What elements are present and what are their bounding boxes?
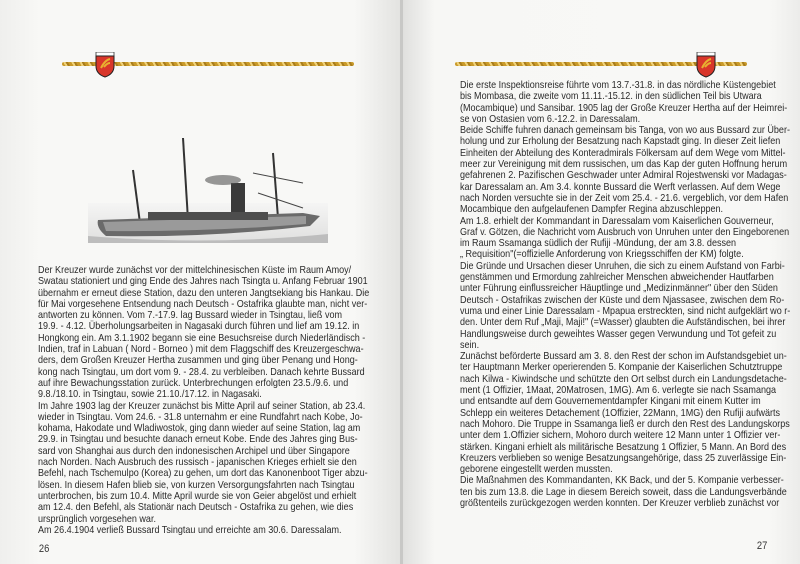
text-line: unter dem 1.Offizier sichern, Mohoro durch weitere 12 Mann unter 1 Offizier ver-	[460, 429, 781, 442]
text-line: ten bis zum 13.8. die Lage in diesem Bereich soweit, dass die Landungsverbände	[460, 485, 787, 498]
text-line: sard von Shanghai aus durch den indonesischen Archipel und über Singapore	[38, 444, 350, 457]
text-line: Graf v. Götzen, die Nachricht vom Ausbruch von Unruhen unter den Eingeborenen	[460, 225, 790, 238]
cruiser-photo	[88, 128, 328, 243]
text-line: größtenteils zurückgezogen werden konnten. Der Kreuzer verblieb zunächst vor	[460, 496, 780, 509]
text-line: kong nach Tsingtau, um dort vom 9. - 28.4. zu verbleiben. Danach kehrte Bussard	[38, 365, 365, 378]
text-line: Am 26.4.1904 verließ Bussard Tsingtau und erreichte am 30.6. Daressalam.	[38, 523, 342, 536]
text-line: im Raum Ssamanga südlich der Rufiji -Mündung, der am 3.8. dessen	[460, 237, 737, 250]
text-line: kar Daressalam an. Am 3.4. konnte Bussard die Werft verlassen. Auf dem Wege	[460, 180, 781, 193]
text-line: bis Mombasa, die zweite vom 11.11.-15.12. in den südlichen Teil bis Utwara	[460, 90, 762, 103]
text-line: und entsandte auf dem Gouvernementdampfer Kingani mit einem Kutter im	[460, 395, 761, 408]
page-number: 27	[756, 540, 768, 552]
text-line: nach Norden. Nach Ausbruch des russisch - japanischen Krieges erhielt sie den	[38, 456, 357, 469]
text-line: Deutsch - Ostafrikas zwischen der Küste und dem Njassasee, zwischen dem Ro-	[460, 293, 785, 306]
text-line: wieder in Tsingtau. Vom 24.6. - 31.8 unternahm er eine Rundfahrt nach Kobe, Jo-	[38, 410, 363, 423]
coat-of-arms-icon	[696, 52, 716, 78]
text-line: ders, dem Großen Kreuzer Hertha zusammen und ging über Penang und Hong-	[38, 354, 358, 367]
text-line: Der Kreuzer wurde zunächst vor der mittelchinesischen Küste im Raum Amoy/	[38, 264, 352, 276]
text-line: unter Führung einflussreicher Häuptlinge und „Medizinmänner" über den Süden	[460, 282, 778, 295]
text-line: unterbrochen, bis zum 10.4. Mitte April wurde sie von Geier abgelöst und erhielt	[38, 489, 357, 502]
text-line: 19.9. - 4.12. Überholungsarbeiten in Nagasaki durch führen und lief am 19.12. in	[38, 320, 360, 333]
text-line: vuma und einer Linie Daressalam - Mpapua erstreckten, sind nicht aufgeklärt wo r-	[460, 304, 791, 317]
text-line: holung und zur Erholung der Besatzung nach Kapstadt ging. In dieser Zeit liefen	[460, 135, 781, 148]
text-line: nach Norden versuchte sie in der Zeit vom 25.4. - 21.6. vergeblich, vor dem Hafen	[460, 191, 789, 204]
text-line: Die Maßnahmen des Kommandanten, KK Back, und der 5. Kompanie verbesser-	[460, 474, 784, 487]
text-line: Zunächst beförderte Bussard am 3. 8. den Rest der schon im Aufstandsgebiet un-	[460, 350, 787, 363]
text-line: Im Jahre 1903 lag der Kreuzer zunächst bis Mitte April auf seiner Station, ab 23.4.	[38, 399, 366, 412]
text-line: Swatau stationiert und ging Ende des Jahres nach Tsingta u. Anfang Februar 1901	[38, 275, 368, 288]
text-line: übernahm er erneut diese Station, dazu den unteren Jangtsekiang bis Hankau. Die	[38, 286, 370, 299]
text-line: ter Hauptmann Merker operierenden 5. Kompanie der Kaiserlichen Schutztruppe	[460, 361, 783, 374]
text-line: geborene eingestellt werden mussten.	[460, 463, 613, 476]
text-line: meer zur Vereinigung mit dem russischen, um das Kap der guten Hoffnung herum	[460, 158, 788, 171]
text-line: gefahrenen 2. Pazifischen Geschwader unter Admiral Rojestwenski vor Madagas-	[460, 169, 787, 182]
text-line: stärken. Kingani erhielt als militärische Besatzung 1 Offizier, 5 Mann. An Bord des	[460, 440, 787, 453]
text-line: se von Ostasien vom 6.-12.2. in Daressalam.	[460, 112, 641, 125]
text-line: Beide Schiffe fuhren danach gemeinsam bis Tanga, von wo aus Bussard zur Über-	[460, 124, 790, 137]
text-line: am 12.4. den Befehl, als Stationär nach Deutsch - Ostafrika zu gehen, wie dies	[38, 501, 354, 514]
text-line: Hongkong ein. Am 3.1.1902 begann sie eine Besuchsreise durch Niederländisch -	[38, 331, 366, 344]
text-line: Einheiten der Abteilung des Konteradmirals Fölkersam auf dem Wege vom Mittel-	[460, 146, 786, 159]
text-line: lösen. In diesem Hafen blieb sie, von kurzen Versorgungsfahrten nach Tsingtau	[38, 478, 355, 491]
coat-of-arms-icon	[95, 52, 115, 78]
text-line: ment (1 Offizier, 1Maat, 20Matrosen, 1MG). Am 6. verlegte sie nach Ssamanga	[460, 384, 777, 397]
text-line: Die erste Inspektionsreise führte vom 13.7.-31.8. in das nördliche Küstengebiet	[460, 79, 776, 91]
text-line: den. Unter dem Ruf „Maji, Maji!" (=Wasser) glaubten die Aufständischen, bei ihrer	[460, 316, 786, 329]
text-line: Handlungsweise durch geweihtes Wasser gegen Verwundung und Tot gefeit zu	[460, 327, 777, 340]
page-number: 26	[38, 543, 50, 555]
text-line: kohama, Hakodate und Wladiwostok, ging dann wieder auf seine Station, lag am	[38, 422, 361, 435]
text-line: 9.8./18.10. in Tsingtau, sowie 21.10./17.12. in Nagasaki.	[38, 388, 262, 401]
text-line: genstämmen und Ermordung zahlreicher Menschen abweichender Hautfarben	[460, 271, 774, 284]
text-line: Am 1.8. erhielt der Kommandant in Daressalam vom Kaiserlichen Gouverneur,	[460, 214, 774, 227]
text-line: Kreuzers verblieben so wenige Besatzungsangehörige, dass 25 zuverlässige Ein-	[460, 451, 787, 464]
text-line: 29.9. in Tsingtau und besuchte danach erneut Kobe. Ende des Jahres ging Bus-	[38, 433, 358, 446]
right-page	[403, 0, 800, 564]
text-line: (Mocambique) und Sansibar. 1905 lag der Große Kreuzer Hertha auf der Heimrei-	[460, 101, 788, 114]
body-text-right	[460, 80, 800, 509]
text-line: antworten zu können. Vom 7.-17.9. lag Bussard wieder in Tsingtau, ließ vom	[38, 309, 343, 322]
text-line: auf ihre Bewachungsstation zurück. Unterbrechungen erfolgten 23.5./9.6. und	[38, 376, 349, 389]
text-line: Schlepp ein weiteres Detachement (1Offizier, 22Mann, 1MG) den Rufiji aufwärts	[460, 406, 781, 419]
text-line: Indien, traf in Labuan ( Nord - Borneo ) mit dem Flaggschiff des Kreuzergeschwa-	[38, 343, 364, 356]
body-text-left	[38, 265, 423, 536]
text-line: nach Mohoro. Die Truppe in Ssamanga ließ er durch den Rest des Landungskorps	[460, 417, 790, 430]
text-line: sein.	[460, 338, 480, 351]
text-line: „ Requisition"(=offizielle Anforderung von Kriegsschiffen der KM) folgte.	[460, 248, 744, 261]
text-line: Befehl, nach Tschemulpo (Korea) zu gehen, um dort das Kanonenboot Tiger abzu-	[38, 467, 368, 480]
text-line: ursprünglich vorgesehen war.	[38, 512, 156, 525]
text-line: nach Kilwa - Kiwindsche und schützte den Ort selbst durch ein Landungsdetache-	[460, 372, 787, 385]
text-line: Mocambique den aufgelaufenen Dampfer Regina abzuschleppen.	[460, 203, 724, 216]
text-line: Die Gründe und Ursachen dieser Unruhen, die sich zu einem Aufstand von Farbi-	[460, 259, 785, 272]
text-line: für Mai vorgesehene Entsendung nach Deutsch - Ostafrika glaubte man, nicht ver-	[38, 297, 368, 310]
